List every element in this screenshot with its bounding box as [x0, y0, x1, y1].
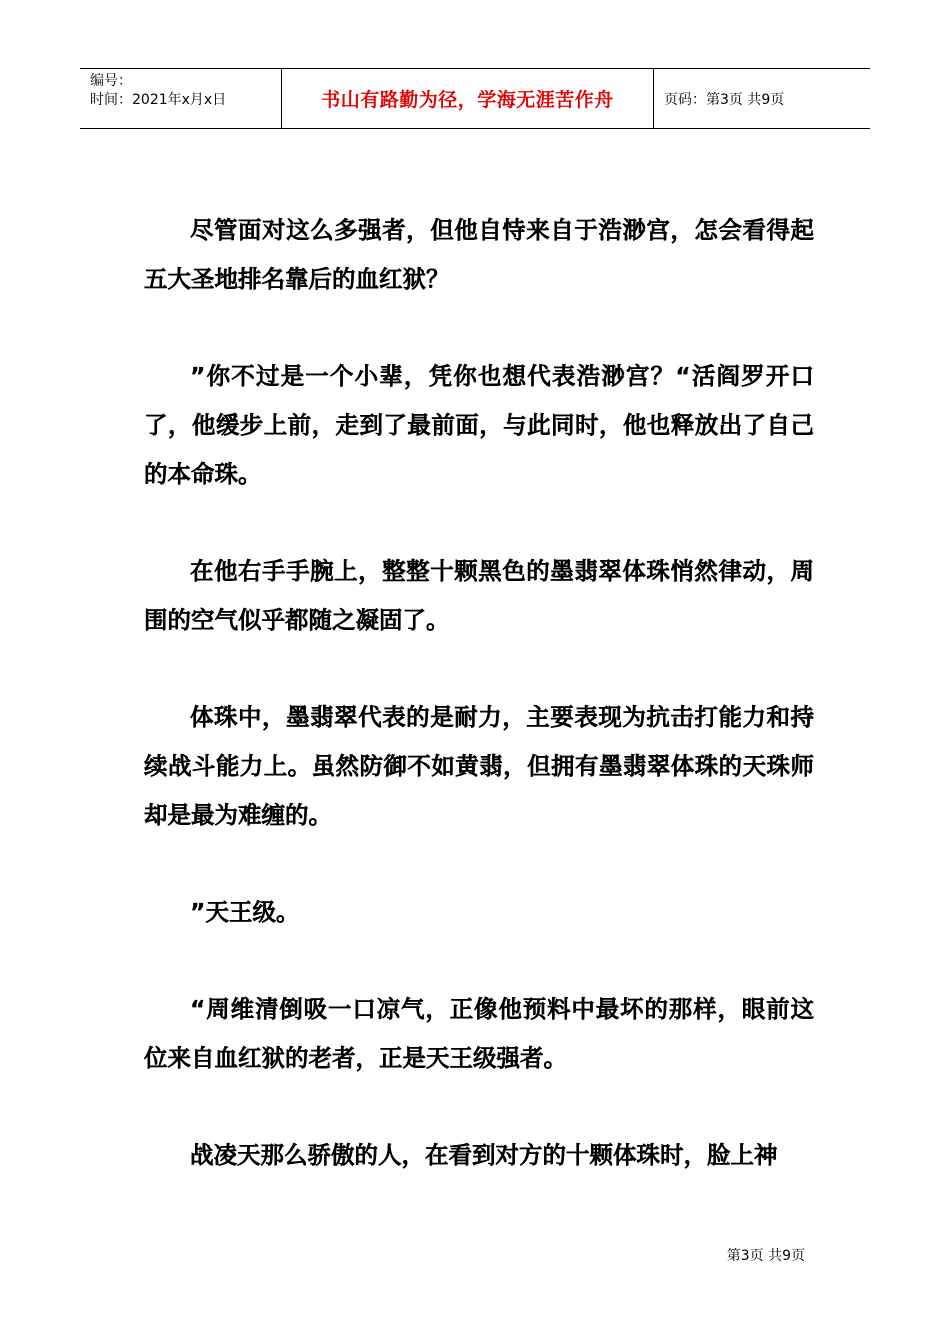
paragraph: 尽管面对这么多强者，但他自恃来自于浩渺宫，怎会看得起五大圣地排名靠后的血红狱？: [144, 216, 814, 293]
document-body: [144, 206, 814, 1180]
page-footer: [727, 1245, 805, 1265]
document-time-label: 时间：2021年x月x日: [90, 92, 227, 108]
paragraph: 在他右手手腕上，整整十颗黑色的墨翡翠体珠悄然律动，周围的空气似乎都随之凝固了。: [144, 557, 814, 634]
paragraph: ”你不过是一个小辈，凭你也想代表浩渺宫？“活阎罗开口了，他缓步上前，走到了最前面，与此同时，他也释放出了自己的本命珠。: [144, 362, 814, 488]
page-header: [80, 68, 870, 129]
paragraph: ”天王级。: [190, 898, 300, 926]
header-meta-cell: [80, 69, 282, 128]
paragraph: “周维清倒吸一口凉气，正像他预料中最坏的那样，眼前这位来自血红狱的老者，正是天王级强者。: [144, 995, 814, 1072]
document-number-label: 编号：: [90, 73, 132, 89]
header-motto: 书山有路勤为径，学海无涯苦作舟: [321, 89, 614, 111]
footer-page-info: 第3页 共9页: [726, 1248, 805, 1264]
header-page-cell: [654, 69, 870, 128]
header-motto-cell: [282, 69, 654, 128]
paragraph: 战凌天那么骄傲的人，在看到对方的十颗体珠时，脸上神: [190, 1141, 778, 1169]
paragraph: 体珠中，墨翡翠代表的是耐力，主要表现为抗击打能力和持续战斗能力上。虽然防御不如黄翡，但拥有墨翡翠体珠的天珠师却是最为难缠的。: [144, 703, 814, 829]
header-page-info: 页码：第3页 共9页: [664, 91, 785, 108]
